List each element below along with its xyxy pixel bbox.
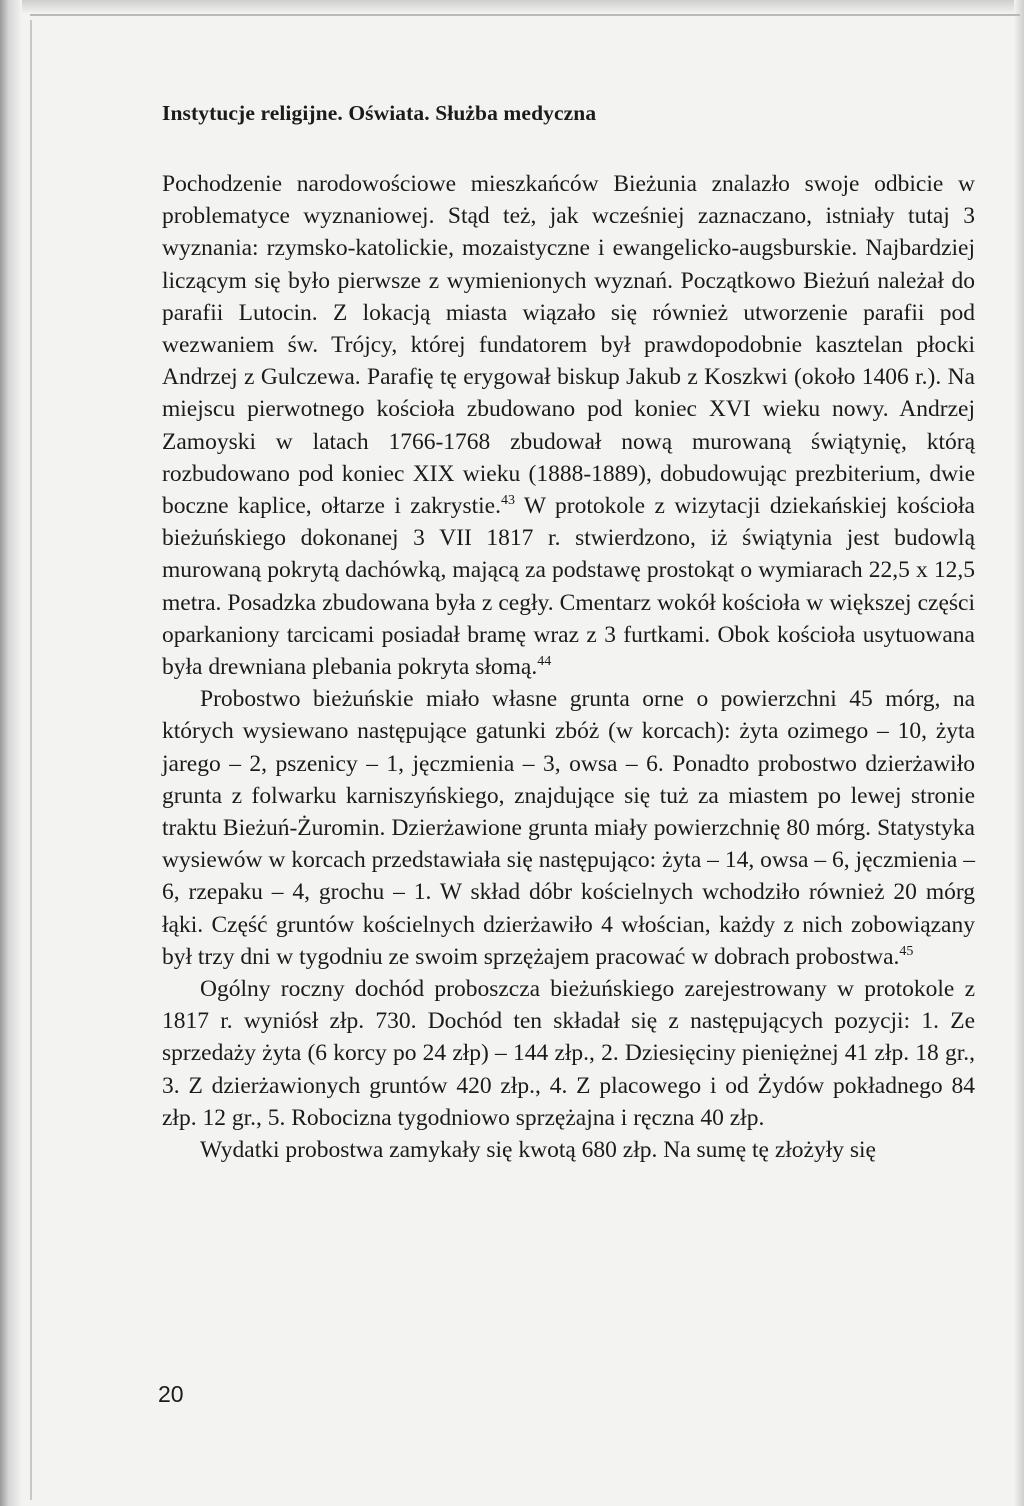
paragraph (162, 683, 975, 973)
paragraph (162, 973, 975, 1134)
section-heading: Instytucje religijne. Oświata. Służba medyczna (162, 101, 597, 125)
paragraph-text: Wydatki probostwa zamykały się kwotą 680 złp. Na sumę tę złożyły się (200, 1137, 876, 1164)
paragraph-text: W protokole z wizytacji dziekańskiej kościoła bieżuńskiego dokonanej 3 VII 1817 r. stwierdzono, iż świątynia jest budowlą murowaną pokrytą dachówką, mającą za podstawę prostokąt o wymiarach 22,5 x 12,5 metra. Posadzka zbudowana była z cegły. Cmentarz wokół kościoła w większej części oparkaniony tarcicami posiadał bramę wraz z 3 furtkami. Obok kościoła usytuowana była drewniana plebania pokryta słomą. (162, 493, 975, 681)
paragraph (162, 1134, 975, 1166)
footnote-ref[interactable]: 45 (899, 943, 914, 959)
page-number: 20 (158, 1381, 184, 1407)
paragraph-text: Pochodzenie narodowościowe mieszkańców Bieżunia znalazło swoje odbicie w problematyce wyznaniowej. Stąd też, jak wcześniej zaznaczano, istniały tutaj 3 wyznania: rzymsko-katolickie, mozaistyczne i ewangelicko-augsburskie. Najbardziej liczącym się było pierwsze z wymienionych wyznań. Początkowo Bieżuń należał do parafii Lutocin. Z lokacją miasta wiązało się również utworzenie parafii pod wezwaniem św. Trójcy, której fundatorem był prawdopodobnie kasztelan płocki Andrzej z Gulczewa. Parafię tę erygował biskup Jakub z Koszkwi (około 1406 r.). Na miejscu pierwotnego kościoła zbudowano pod koniec XVI wieku nowy. Andrzej Zamoyski w latach 1766-1768 zbudował nową murowaną świątynię, którą rozbudowano pod koniec XIX wieku (1888-1889), dobudowując prezbiterium, dwie boczne kaplice, ołtarze i zakrystie. (162, 171, 975, 520)
gutter-line (30, 20, 32, 1500)
page-gutter-shadow (0, 0, 22, 1506)
page-top-edge (0, 0, 1024, 14)
footnote-ref[interactable]: 43 (500, 493, 515, 509)
footnote-ref[interactable]: 44 (537, 654, 552, 670)
page-right-edge (1014, 0, 1024, 1506)
body-text (162, 168, 975, 1166)
paragraph (162, 168, 975, 683)
page-top-rule (30, 14, 1020, 16)
paragraph-text: Probostwo bieżuńskie miało własne grunta orne o powierzchni 45 mórg, na których wysiewano następujące gatunki zbóż (w korcach): żyta ozimego – 10, żyta jarego – 2, pszenicy – 1, jęczmienia – 3, owsa – 6. Ponadto probostwo dzierżawiło grunta z folwarku karniszyńskiego, znajdujące się tuż za miastem po lewej stronie traktu Bieżuń-Żuromin. Dzierżawione grunta miały powierzchnię 80 mórg. Statystyka wysiewów w korcach przedstawiała się następująco: żyta – 14, owsa – 6, jęczmienia – 6, rzepaku – 4, grochu – 1. W skład dóbr kościelnych wchodziło również 20 mórg łąki. Część gruntów kościelnych dzierżawiło 4 włościan, każdy z nich zobowiązany był trzy dni w tygodniu ze swoim sprzężajem pracować w dobrach probostwa. (162, 686, 975, 970)
paragraph-text: Ogólny roczny dochód proboszcza bieżuńskiego zarejestrowany w protokole z 1817 r. wyniósł złp. 730. Dochód ten składał się z następujących pozycji: 1. Ze sprzedaży żyta (6 korcy po 24 złp) – 144 złp., 2. Dziesięciny pieniężnej 41 złp. 18 gr., 3. Z dzierżawionych gruntów 420 złp., 4. Z placowego i od Żydów pokładnego 84 złp. 12 gr., 5. Robocizna tygodniowo sprzężajna i ręczna 40 złp. (162, 976, 975, 1131)
